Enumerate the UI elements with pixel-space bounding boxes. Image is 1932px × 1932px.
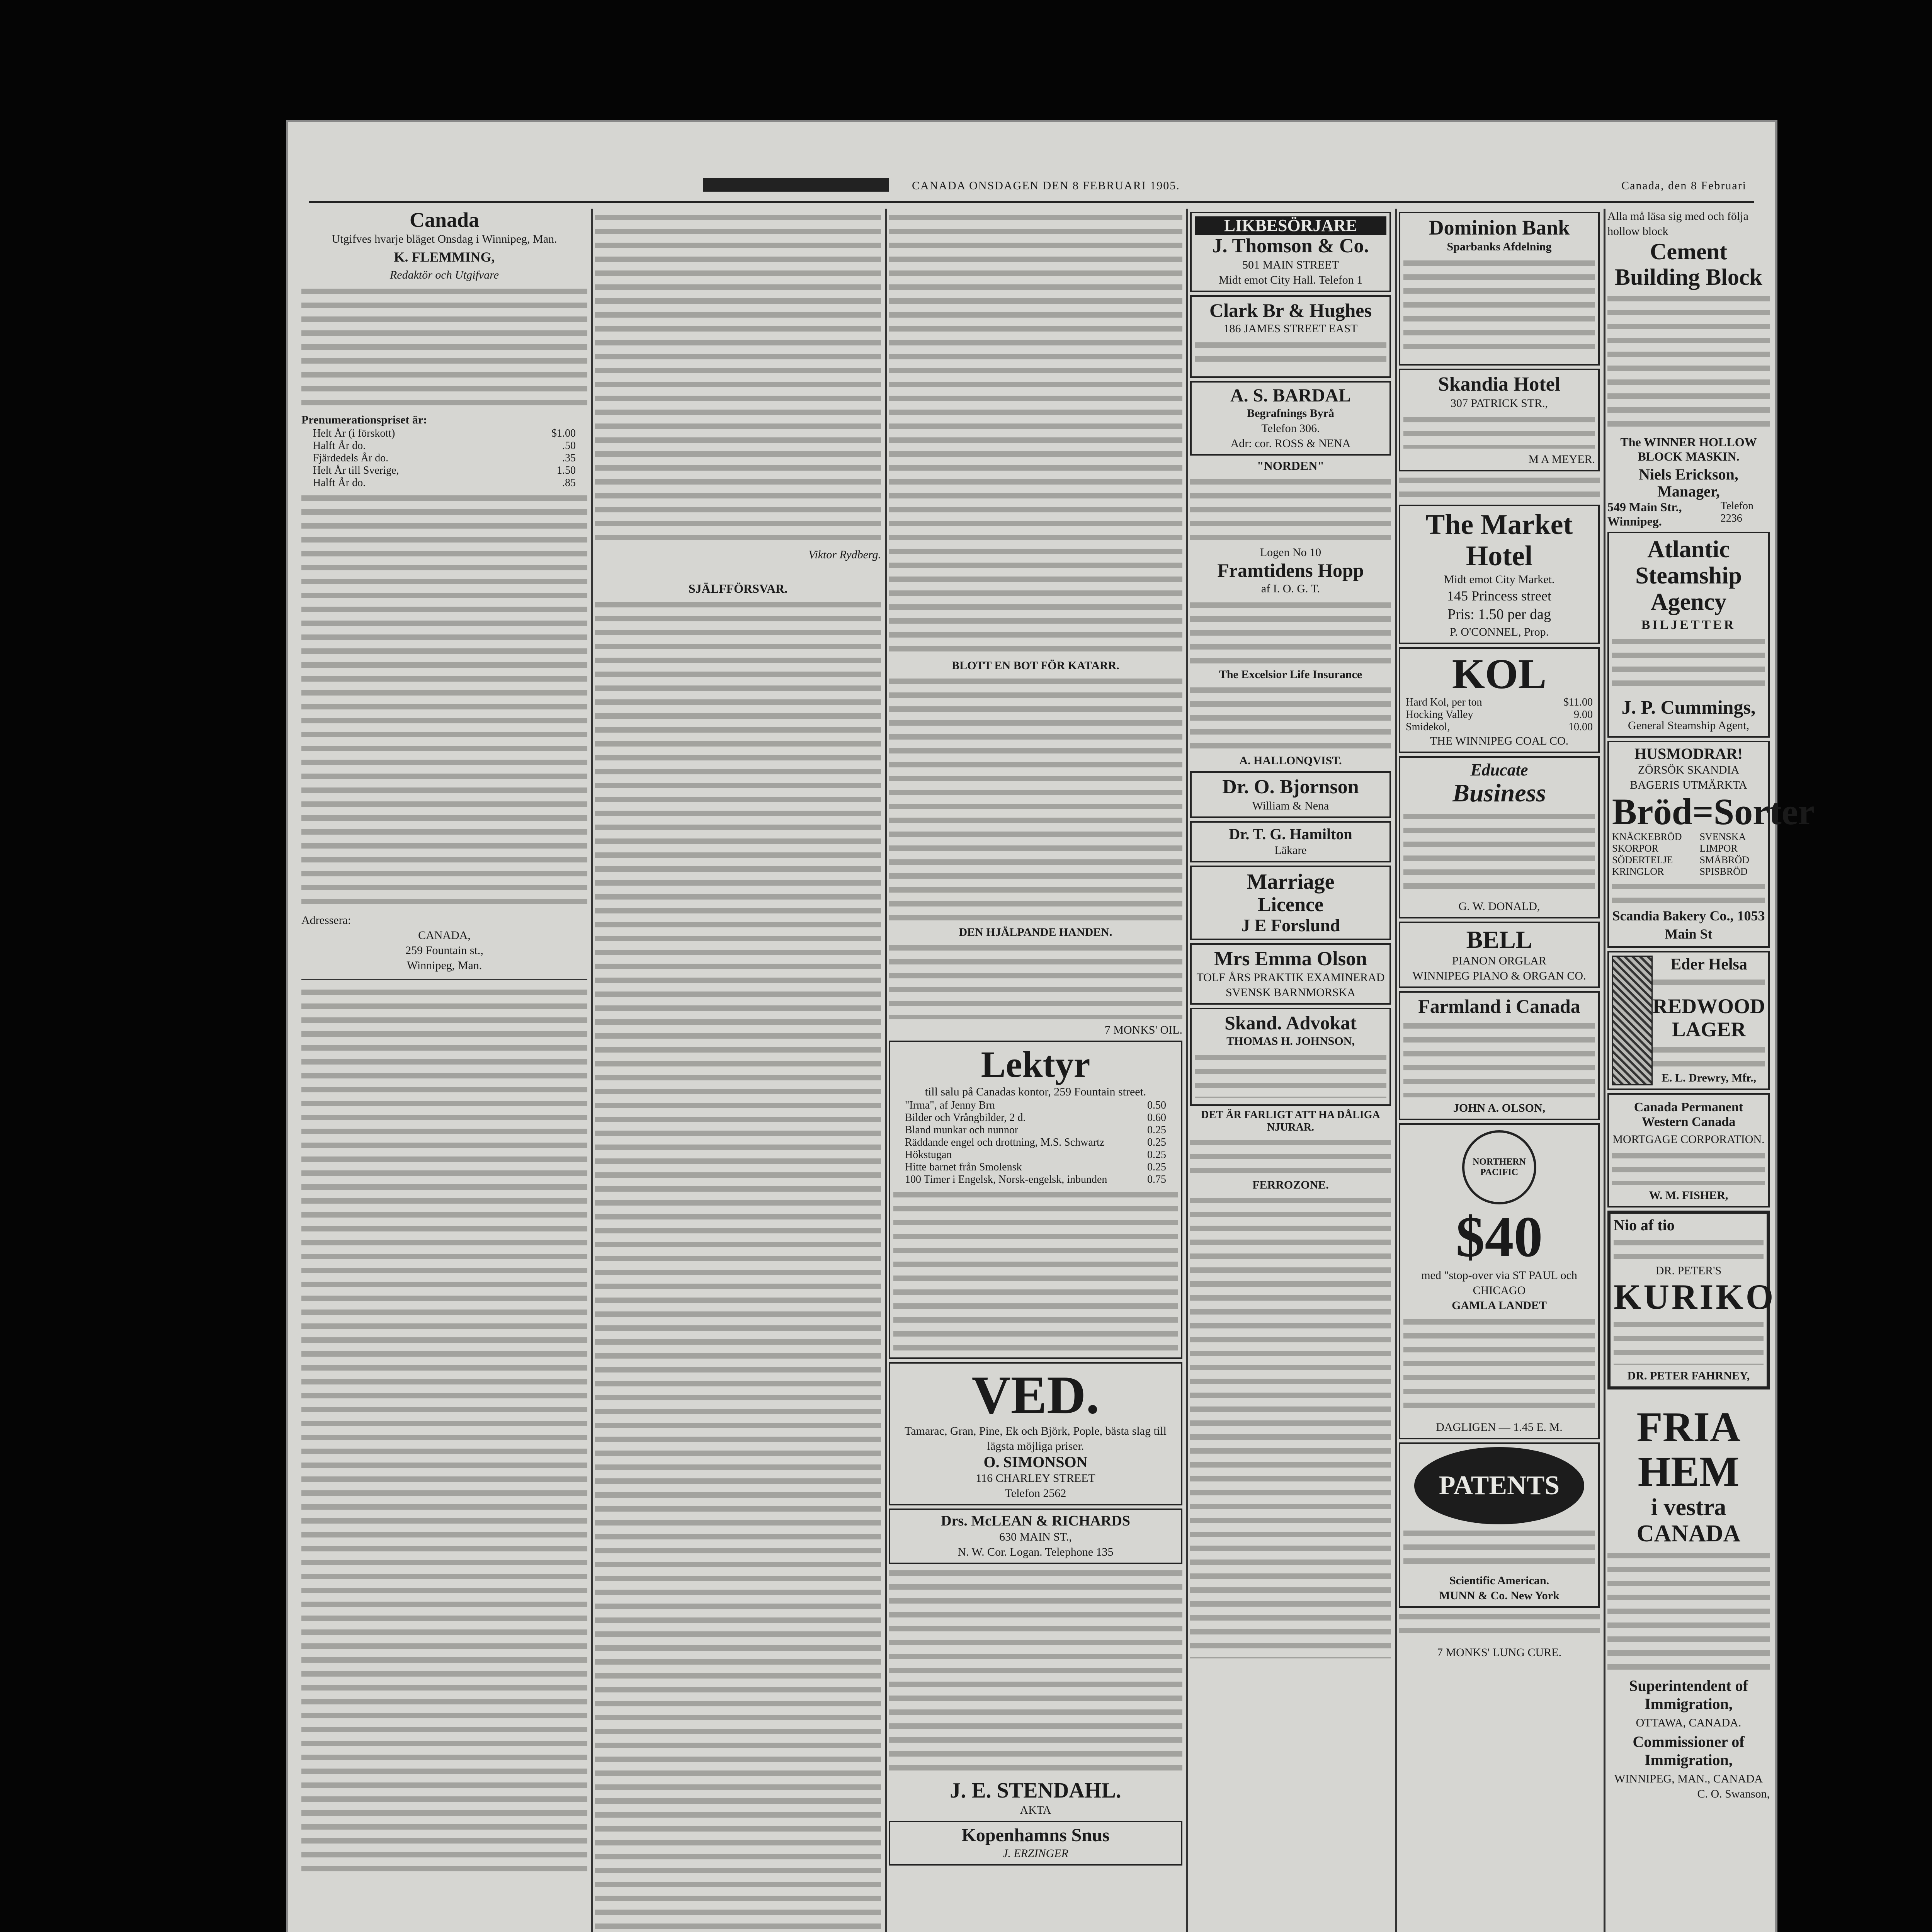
- ad-address: N. W. Cor. Logan. Telephone 135: [957, 1545, 1114, 1558]
- ad-text: [1403, 1020, 1595, 1097]
- ad-text: [889, 1567, 1182, 1776]
- ad-title: Dominion Bank: [1429, 216, 1570, 239]
- ad-title: Skandia Hotel: [1438, 373, 1561, 396]
- ad-title: Licence: [1257, 894, 1324, 916]
- ad-name: J. P. Cummings,: [1621, 696, 1756, 718]
- ad-name: Niels Erickson, Manager,: [1639, 466, 1738, 500]
- ad-patents: [1399, 1442, 1600, 1608]
- ad-signature: 7 MONKS' LUNG CURE.: [1437, 1646, 1562, 1659]
- ad-destination: GAMLA LANDET: [1452, 1299, 1547, 1312]
- section-heading: DET ÄR FARLIGT ATT HA DÅLIGA NJURAR.: [1201, 1109, 1380, 1134]
- ad-text: [893, 1189, 1178, 1351]
- ad-bakery: [1607, 741, 1815, 948]
- ad-atlantic: [1607, 532, 1770, 738]
- ad-text: General Steamship Agent,: [1628, 719, 1750, 732]
- ad-text: [1403, 1316, 1595, 1417]
- editor-name: K. FLEMMING,: [394, 249, 495, 265]
- ad-price: $40: [1456, 1205, 1543, 1269]
- date-line: CANADA ONSDAGEN DEN 8 FEBRUARI 1905.: [912, 179, 1180, 192]
- price-row: Halft År do. .85: [313, 477, 576, 489]
- lodge-number: Logen No 10: [1260, 546, 1321, 559]
- society-name: "NORDEN": [1257, 459, 1325, 473]
- ad-title: Cement Building Block: [1615, 239, 1762, 290]
- ad-title: Marriage: [1247, 869, 1335, 894]
- ad-title: Atlantic Steamship: [1635, 536, 1742, 589]
- column-rule: [885, 209, 887, 1932]
- ad-title: The Market Hotel: [1425, 509, 1573, 572]
- address-label: Adressera:: [301, 914, 351, 927]
- ad-title: REDWOOD: [1652, 995, 1765, 1018]
- ad-text: Midt emot City Hall. Telefon 1: [1218, 273, 1363, 286]
- price-row: Fjärdedels År do. .35: [313, 452, 576, 464]
- ad-title: Mrs Emma Olson: [1214, 947, 1367, 970]
- ad-title: HUSMODRAR!: [1634, 745, 1743, 762]
- ad-text: med "stop-over via ST PAUL och CHICAGO: [1421, 1269, 1577, 1297]
- ad-address: Adr: cor. ROSS & NENA: [1230, 437, 1351, 450]
- coal-row: Hocking Valley 9.00: [1406, 709, 1593, 721]
- patents-logo-icon: PATENTS: [1414, 1447, 1584, 1524]
- ad-licence: [1190, 866, 1391, 940]
- ad-subtitle: AKTA: [1020, 1804, 1051, 1817]
- book-row: "Irma", af Jenny Brn 0.50: [905, 1099, 1166, 1111]
- column-2: [595, 209, 881, 1932]
- ad-address: WINNIPEG, MAN., CANADA: [1614, 1772, 1763, 1785]
- ad-title: Agency: [1650, 589, 1727, 616]
- masthead: [309, 178, 1754, 203]
- ad-farmland: [1399, 991, 1600, 1120]
- article-text: [301, 986, 587, 1875]
- ad-body: [1612, 956, 1765, 1085]
- book-row: Bilder och Vrångbilder, 2 d. 0.60: [905, 1111, 1166, 1124]
- section-heading: BLOTT EN BOT FÖR KATARR.: [952, 659, 1119, 672]
- article-text: [301, 492, 587, 910]
- article-text: [889, 212, 1182, 656]
- book-row: Bland munkar och nunnor 0.25: [905, 1124, 1166, 1136]
- price-row: Halft År do. .50: [313, 440, 576, 452]
- ad-doctors: [889, 1509, 1182, 1564]
- ad-address: 116 CHARLEY STREET: [976, 1471, 1095, 1485]
- column-4: [1190, 209, 1391, 1932]
- address-line: 259 Fountain st.,: [405, 944, 483, 957]
- price-row: Helt År till Sverige, 1.50: [313, 464, 576, 477]
- book-row: 100 Timer i Engelsk, Norsk-engelsk, inbunden 0.75: [905, 1173, 1166, 1185]
- address-line: CANADA,: [418, 929, 471, 942]
- ad-title: KURIKO: [1614, 1277, 1776, 1316]
- ad-title: Clark Br & Hughes: [1209, 299, 1372, 321]
- ad-bell-piano: [1399, 922, 1600, 988]
- ad-text: Tamarac, Gran, Pine, Ek och Björk, Pople, bästa slag till lägsta möjliga priser.: [905, 1424, 1167, 1452]
- ad-redwood-lager: [1607, 951, 1770, 1090]
- ad-title: Kopenhamns Snus: [961, 1825, 1110, 1846]
- ad-title: FRIA HEM: [1636, 1403, 1741, 1495]
- article-text: [1190, 1137, 1391, 1175]
- ad-text: [1607, 1550, 1770, 1673]
- price-table: [301, 427, 587, 489]
- bread-list-right: SVENSKA LIMPOR SMÅBRÖD SPISBRÖD: [1699, 831, 1750, 878]
- ad-address: 630 MAIN ST.,: [999, 1530, 1072, 1543]
- coal-row: Hard Kol, per ton $11.00: [1406, 696, 1593, 709]
- northern-pacific-logo-icon: NORTHERN PACIFIC: [1462, 1130, 1536, 1204]
- ad-subtitle: MORTGAGE CORPORATION.: [1612, 1133, 1765, 1146]
- ad-text: [1612, 1150, 1765, 1185]
- ad-name: DR. PETER FAHRNEY,: [1627, 1369, 1750, 1382]
- ad-snus: [889, 1821, 1182, 1866]
- ad-text: [1399, 1611, 1600, 1642]
- book-row: Räddande engel och drottning, M.S. Schwartz 0.25: [905, 1136, 1166, 1148]
- newspaper-page: [286, 120, 1815, 1932]
- ad-northern-pacific: [1399, 1123, 1600, 1439]
- ad-subtitle: BILJETTER: [1641, 617, 1736, 632]
- ad-title: Farmland i Canada: [1418, 995, 1580, 1017]
- column-rule: [591, 209, 593, 1932]
- agent-name: A. HALLONQVIST.: [1239, 754, 1342, 767]
- ad-name: E. L. Drewry, Mfr.,: [1662, 1071, 1756, 1084]
- address-line: Winnipeg, Man.: [406, 959, 482, 972]
- ad-text: [1403, 811, 1595, 896]
- article-text: [595, 599, 881, 1932]
- ad-address: 307 PATRICK STR.,: [1450, 396, 1548, 410]
- paper-subtitle: Utgifves hvarje bläget Onsdag i Winnipeg, Man.: [332, 233, 557, 246]
- masthead-logo: [703, 178, 889, 192]
- ad-address: 145 Princess street: [1447, 588, 1551, 604]
- book-row: Hitte barnet från Smolensk 0.25: [905, 1161, 1166, 1173]
- column-1: [301, 209, 587, 1932]
- ad-title: Dr. T. G. Hamilton: [1229, 825, 1352, 843]
- ad-name: C. O. Swanson,: [1697, 1787, 1770, 1800]
- ad-schedule: DAGLIGEN — 1.45 E. M.: [1436, 1420, 1563, 1434]
- bread-list: [1612, 831, 1765, 878]
- ad-title: Canada Permanent Western Canada: [1634, 1100, 1743, 1129]
- ad-title: Eder Helsa: [1670, 955, 1747, 973]
- ad-text: [1614, 1237, 1764, 1260]
- ad-name: Commissioner of Immigration,: [1633, 1733, 1745, 1769]
- ad-subtitle: Läkare: [1274, 844, 1307, 857]
- ad-subtitle: PIANON ORGLAR: [1452, 954, 1547, 968]
- ad-title: Scientific American.: [1449, 1574, 1549, 1587]
- ad-thomson: [1190, 212, 1391, 292]
- ad-text: [1653, 1044, 1765, 1067]
- ad-title: Drs. McLEAN & RICHARDS: [941, 1512, 1130, 1529]
- lodge-name: Framtidens Hopp: [1217, 560, 1364, 582]
- ad-market-hotel: [1399, 505, 1600, 644]
- ad-text: [1653, 976, 1765, 992]
- ad-name: O. SIMONSON: [983, 1453, 1088, 1471]
- ad-text: [1612, 636, 1765, 694]
- price-row: Helt År (i förskott) $1.00: [313, 427, 576, 440]
- ad-banner: LIKBESÖRJARE: [1195, 216, 1386, 235]
- article-text: [889, 942, 1182, 1019]
- ad-text: [1403, 414, 1595, 449]
- ad-text: [1190, 599, 1391, 665]
- ad-permanent: [1607, 1093, 1770, 1208]
- column-5: [1399, 209, 1600, 1932]
- ad-company: Scandia Bakery Co., 1053 Main St: [1612, 908, 1765, 942]
- article-text: [301, 286, 587, 409]
- ad-bjornson: [1190, 771, 1391, 818]
- ad-title: J. Thomson & Co.: [1212, 235, 1369, 257]
- ad-owner: P. O'CONNEL, Prop.: [1449, 625, 1549, 638]
- paper-title: Canada: [409, 208, 480, 231]
- masthead-right: Canada, den 8 Februari: [1621, 179, 1747, 192]
- ad-text: [1612, 881, 1765, 904]
- ad-title: KOL: [1452, 650, 1547, 697]
- column-6: [1607, 209, 1815, 1932]
- ad-name: Superintendent of Immigration,: [1629, 1677, 1748, 1713]
- ad-subtitle: DR. PETER'S: [1655, 1264, 1722, 1277]
- ad-text: [1195, 1052, 1386, 1098]
- ad-olson: [1190, 943, 1391, 1005]
- ad-address: William & Nena: [1252, 799, 1329, 812]
- ad-clark: [1190, 295, 1391, 378]
- ad-text: till salu på Canadas kontor, 259 Fountain street.: [925, 1085, 1146, 1098]
- ad-title: Dr. O. Bjornson: [1222, 776, 1359, 798]
- ad-price: Pris: 1.50 per dag: [1447, 606, 1551, 623]
- ad-bardal: [1190, 381, 1391, 456]
- ad-text: [1190, 476, 1391, 542]
- prices-title: Prenumerationspriset är:: [301, 413, 427, 427]
- divider: [301, 979, 587, 980]
- section-heading: SJÄLFFÖRSVAR.: [688, 582, 788, 595]
- ad-coal: [1399, 647, 1600, 753]
- ad-text: [1607, 293, 1770, 432]
- ad-title: i vestra CANADA: [1636, 1494, 1741, 1547]
- article-text: [1190, 1195, 1391, 1658]
- ad-company: THE WINNIPEG COAL CO.: [1430, 735, 1569, 748]
- ad-text: Midt emot City Market.: [1444, 573, 1555, 586]
- article-signature: Viktor Rydberg.: [808, 548, 881, 561]
- ad-title: Lektyr: [981, 1044, 1090, 1085]
- ad-text: [1190, 684, 1391, 750]
- ad-title: VED.: [971, 1365, 1100, 1425]
- ad-contact: 549 Main Str., Winnipeg. Telefon 2236: [1607, 500, 1753, 528]
- ad-text: [1195, 339, 1386, 370]
- ad-ved: [889, 1362, 1182, 1505]
- article-text: [595, 212, 881, 544]
- ad-title: LAGER: [1672, 1017, 1746, 1041]
- ad-lektyr: [889, 1041, 1182, 1359]
- ad-phone: Telefon 306.: [1261, 422, 1320, 435]
- ad-title: A. S. BARDAL: [1230, 385, 1351, 406]
- book-row: Hökstugan 0.25: [905, 1148, 1166, 1161]
- ad-text: [1399, 474, 1600, 502]
- ad-company: The WINNER HOLLOW BLOCK MASKIN.: [1620, 435, 1757, 463]
- ad-name: JOHN A. OLSON,: [1453, 1102, 1546, 1115]
- bread-list-left: KNÄCKEBRÖD SKORPOR SÖDERTELJE KRINGLOR: [1612, 831, 1682, 878]
- ad-name: W. M. FISHER,: [1649, 1189, 1728, 1202]
- ad-dominion-bank: [1399, 212, 1600, 366]
- ad-text: [1403, 257, 1595, 358]
- ad-title: Business: [1452, 779, 1546, 808]
- lodge-sub: af I. O. G. T.: [1261, 582, 1320, 595]
- ad-business-school: [1399, 756, 1600, 918]
- ad-address: 186 JAMES STREET EAST: [1223, 322, 1358, 335]
- editor-role: Redaktör och Utgifvare: [389, 269, 499, 282]
- ad-subtitle: Begrafnings Byrå: [1247, 407, 1334, 420]
- column-rule: [1186, 209, 1188, 1932]
- column-rule: [1604, 209, 1605, 1932]
- ad-subtitle: Sparbanks Afdelning: [1447, 240, 1552, 253]
- ad-name: J E Forslund: [1241, 915, 1340, 935]
- ad-kuriko: [1607, 1211, 1776, 1389]
- column-3: [889, 209, 1182, 1932]
- drinkers-illustration-icon: [1612, 956, 1653, 1085]
- ad-text: Alla må läsa sig med och följa hollow block: [1607, 210, 1748, 238]
- column-rule: [1395, 209, 1397, 1932]
- ad-owner: M A MEYER.: [1528, 452, 1595, 466]
- ad-text: [1614, 1319, 1764, 1365]
- ad-phone: Telefon 2562: [1005, 1486, 1066, 1500]
- ad-subtitle: ZÖRSÖK SKANDIA BAGERIS UTMÄRKTA: [1630, 763, 1747, 791]
- ad-address: OTTAWA, CANADA.: [1636, 1716, 1742, 1729]
- ad-name: THOMAS H. JOHNSON,: [1226, 1035, 1355, 1048]
- ad-signature: 7 MONKS' OIL.: [1104, 1024, 1182, 1036]
- ad-company: WINNIPEG PIANO & ORGAN CO.: [1412, 969, 1586, 983]
- ad-title: The Excelsior Life Insurance: [1219, 668, 1362, 681]
- ad-skandia-hotel: [1399, 369, 1600, 471]
- ad-title: Nio af tio: [1614, 1216, 1675, 1234]
- ad-text: [1403, 1527, 1595, 1570]
- ad-title: BELL: [1466, 926, 1532, 954]
- ad-text-block: [1653, 956, 1765, 1085]
- ad-address: 501 MAIN STREET: [1242, 258, 1339, 271]
- section-heading: DEN HJÄLPANDE HANDEN.: [959, 926, 1112, 939]
- article-text: [889, 675, 1182, 923]
- product-name: FERROZONE.: [1252, 1179, 1329, 1192]
- ad-advokat: [1190, 1008, 1391, 1106]
- ad-company: MUNN & Co. New York: [1439, 1589, 1560, 1602]
- ad-title: Skand. Advokat: [1225, 1012, 1357, 1034]
- coal-row: Smidekol, 10.00: [1406, 721, 1593, 733]
- ad-title: Educate: [1470, 760, 1528, 780]
- ad-text: TOLF ÅRS PRAKTIK EXAMINERAD SVENSK BARNMORSKA: [1196, 971, 1385, 999]
- ad-title: Bröd=Sorter: [1612, 791, 1815, 832]
- ad-title: J. E. STENDAHL.: [950, 1778, 1121, 1803]
- ad-hamilton: [1190, 821, 1391, 862]
- ad-name: G. W. DONALD,: [1458, 900, 1540, 913]
- ad-signature: J. ERZINGER: [1003, 1847, 1068, 1860]
